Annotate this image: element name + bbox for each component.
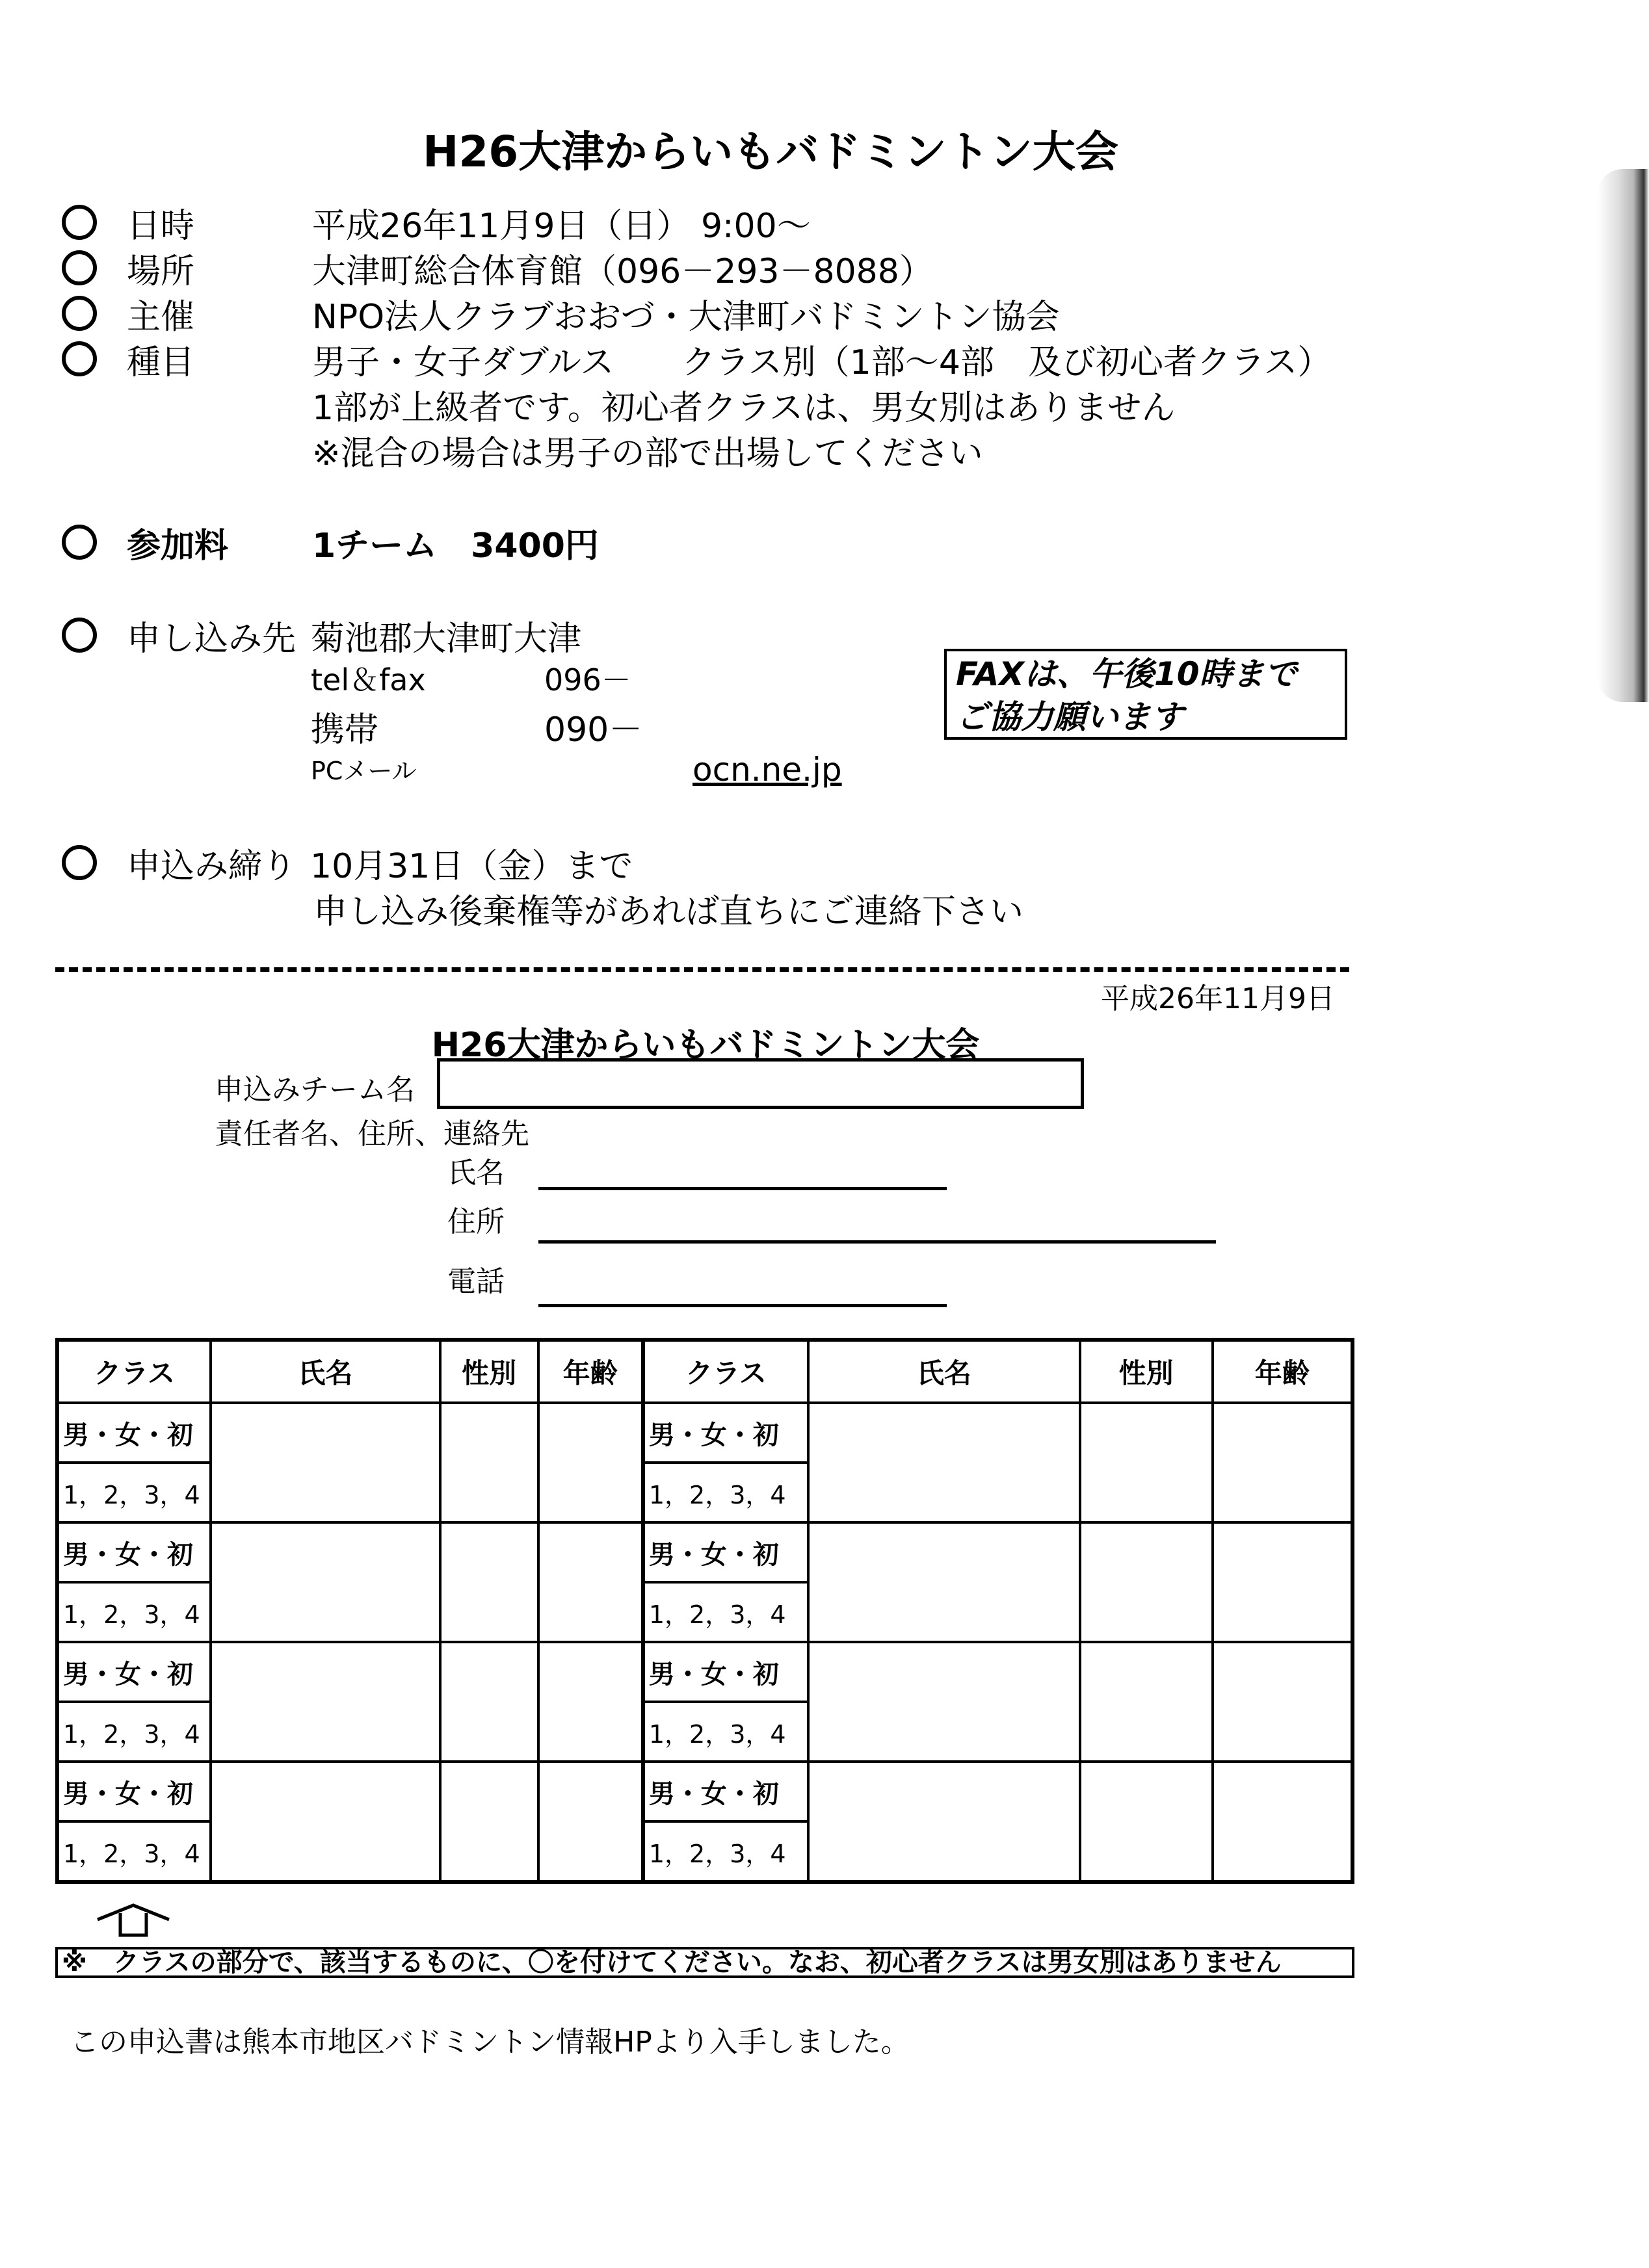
age-cell[interactable] [538,1642,643,1762]
class-option[interactable]: 男・女・初 [57,1762,211,1821]
class-option[interactable]: 男・女・初 [643,1642,808,1702]
team-name-input[interactable] [437,1058,1084,1109]
circle-bullet-icon [62,296,97,331]
table-row [57,1762,1352,1821]
detail-label: 種目 [127,343,195,382]
pc-mail-label: PCメール [311,757,417,785]
detail-label: 主催 [127,298,195,337]
detail-value: NPO法人クラブおおづ・大津町バドミントン協会 [312,298,1060,337]
header-age: 年齢 [1213,1340,1352,1403]
age-cell[interactable] [538,1403,643,1522]
gender-cell[interactable] [440,1762,538,1882]
name-cell[interactable] [808,1642,1079,1762]
gender-cell[interactable] [1080,1403,1213,1522]
event-note: 1部が上級者です。初心者クラスは、男女別はありません [312,389,1176,428]
header-class: クラス [643,1340,808,1403]
name-cell[interactable] [211,1762,440,1882]
level-option[interactable]: 1，2，3，4 [57,1582,211,1642]
mobile-label: 携帯 [311,710,379,749]
notice-box: ※ クラスの部分で、該当するものに、〇を付けてください。なお、初心者クラスは男女別はありません [55,1947,1354,1978]
level-option[interactable]: 1，2，3，4 [643,1582,808,1642]
detail-value: 男子・女子ダブルス クラス別（1部～4部 及び初心者クラス） [312,343,1332,382]
level-option[interactable]: 1，2，3，4 [643,1463,808,1522]
team-name-label: 申込みチーム名 [215,1073,415,1106]
age-cell[interactable] [1213,1522,1352,1642]
circle-bullet-icon [62,525,97,560]
age-cell[interactable] [538,1762,643,1882]
fee-value: 1チーム 3400円 [312,527,599,566]
tel-label: tel＆fax [311,662,426,697]
address-input-line[interactable] [538,1240,1216,1244]
gender-cell[interactable] [1080,1762,1213,1882]
fax-note-line: ご協力願います [956,698,1183,736]
detail-value: 大津町総合体育館（096－293－8088） [312,252,933,291]
table-row [57,1522,1352,1582]
fax-note-line: FAXは、午後10時まで [956,655,1297,693]
table-row [57,1403,1352,1463]
scan-edge-shadow [1597,169,1649,702]
age-cell[interactable] [1213,1762,1352,1882]
circle-bullet-icon [62,205,97,240]
class-option[interactable]: 男・女・初 [643,1762,808,1821]
name-input-line[interactable] [538,1187,947,1190]
name-cell[interactable] [808,1762,1079,1882]
gender-cell[interactable] [440,1522,538,1642]
header-age: 年齢 [538,1340,643,1403]
age-cell[interactable] [538,1522,643,1642]
name-cell[interactable] [211,1642,440,1762]
phone-label: 電話 [447,1265,505,1298]
class-option[interactable]: 男・女・初 [643,1522,808,1582]
contact-address: 菊池郡大津町大津 [311,619,582,658]
table-row [57,1642,1352,1702]
class-option[interactable]: 男・女・初 [57,1642,211,1702]
name-cell[interactable] [808,1522,1079,1642]
level-option[interactable]: 1，2，3，4 [57,1821,211,1882]
page-title: H26大津からいもバドミントン大会 [423,127,1118,177]
header-gender: 性別 [1080,1340,1213,1403]
responsible-label: 責任者名、住所、連絡先 [215,1117,529,1151]
deadline-label: 申込み締り [127,847,297,886]
fee-label: 参加料 [127,527,229,566]
tel-value: 096－ [544,662,631,697]
deadline-value: 10月31日（金）まで [310,847,633,886]
gender-cell[interactable] [1080,1522,1213,1642]
footer-note: この申込書は熊本市地区バドミントン情報HPより入手しました。 [70,2026,910,2059]
name-cell[interactable] [808,1403,1079,1522]
detail-value: 平成26年11月9日（日） 9:00～ [312,207,811,246]
up-arrow-icon [85,1901,182,1942]
class-option[interactable]: 男・女・初 [57,1403,211,1463]
gender-cell[interactable] [440,1403,538,1522]
cut-line [55,967,1349,972]
name-label: 氏名 [447,1156,505,1190]
form-date: 平成26年11月9日 [1101,982,1335,1015]
circle-bullet-icon [62,341,97,376]
form-title: H26大津からいもバドミントン大会 [431,1026,980,1065]
age-cell[interactable] [1213,1403,1352,1522]
level-option[interactable]: 1，2，3，4 [57,1463,211,1522]
phone-input-line[interactable] [538,1304,947,1307]
deadline-note: 申し込み後棄権等があれば直ちにご連絡下さい [313,893,1024,932]
address-label: 住所 [447,1205,505,1238]
detail-label: 場所 [127,252,195,291]
header-name: 氏名 [808,1340,1079,1403]
event-note: ※混合の場合は男子の部で出場してください [312,434,983,473]
fax-note-box [944,649,1347,740]
age-cell[interactable] [1213,1642,1352,1762]
level-option[interactable]: 1，2，3，4 [57,1702,211,1762]
level-option[interactable]: 1，2，3，4 [643,1702,808,1762]
header-class: クラス [57,1340,211,1403]
gender-cell[interactable] [1080,1642,1213,1762]
mobile-value: 090－ [544,710,643,749]
pc-mail-value: ocn.ne.jp [693,751,842,789]
contact-label: 申し込み先 [127,619,297,658]
class-option[interactable]: 男・女・初 [57,1522,211,1582]
name-cell[interactable] [211,1522,440,1642]
circle-bullet-icon [62,845,97,880]
circle-bullet-icon [62,618,97,653]
level-option[interactable]: 1，2，3，4 [643,1821,808,1882]
header-name: 氏名 [211,1340,440,1403]
class-option[interactable]: 男・女・初 [643,1403,808,1463]
circle-bullet-icon [62,250,97,285]
detail-label: 日時 [127,207,195,246]
header-gender: 性別 [440,1340,538,1403]
table-header-row [57,1340,1352,1403]
gender-cell[interactable] [440,1642,538,1762]
name-cell[interactable] [211,1403,440,1522]
entry-table [55,1338,1354,1884]
